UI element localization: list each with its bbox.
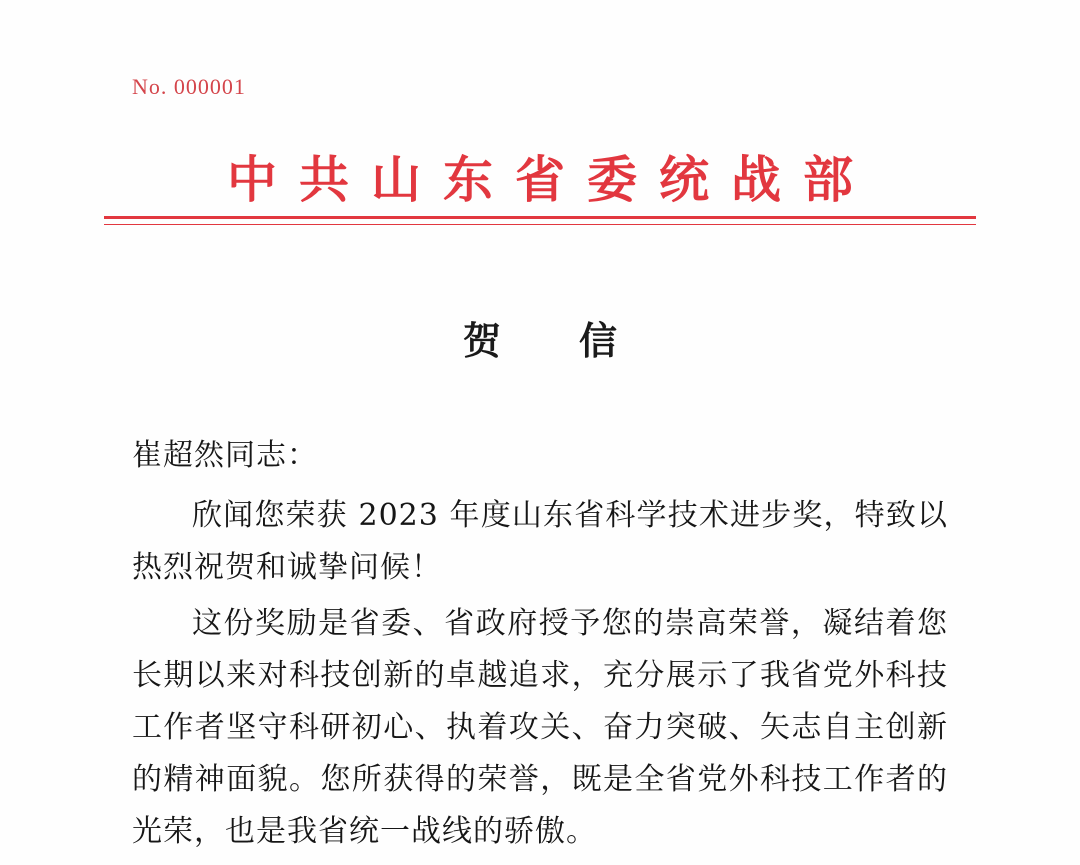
- rule-thin: [104, 224, 976, 225]
- document-title: 贺 信: [462, 318, 637, 363]
- salutation: 崔超然同志：: [132, 438, 318, 473]
- letterhead-rule: [104, 216, 976, 225]
- letterhead: [0, 140, 1080, 212]
- body-paragraph-1: 欣闻您荣获 2023 年度山东省科学技术进步奖，特致以热烈祝贺和诚挚问候！: [132, 498, 948, 585]
- letterhead-title: 中共山东省委统战部: [227, 150, 875, 209]
- document-body: [132, 430, 948, 862]
- body-paragraph-2: 这份奖励是省委、省政府授予您的崇高荣誉，凝结着您长期以来对科技创新的卓越追求，充分展示了我省党外科技工作者坚守科研初心、执着攻关、奋力突破、矢志自主创新的精神面貌。您所获得的荣誉，既是全省党外科技工作者的光荣，也是我省统一战线的骄傲。: [132, 606, 948, 849]
- document-serial-number: No. 000001: [132, 74, 246, 99]
- rule-thick: [104, 216, 976, 219]
